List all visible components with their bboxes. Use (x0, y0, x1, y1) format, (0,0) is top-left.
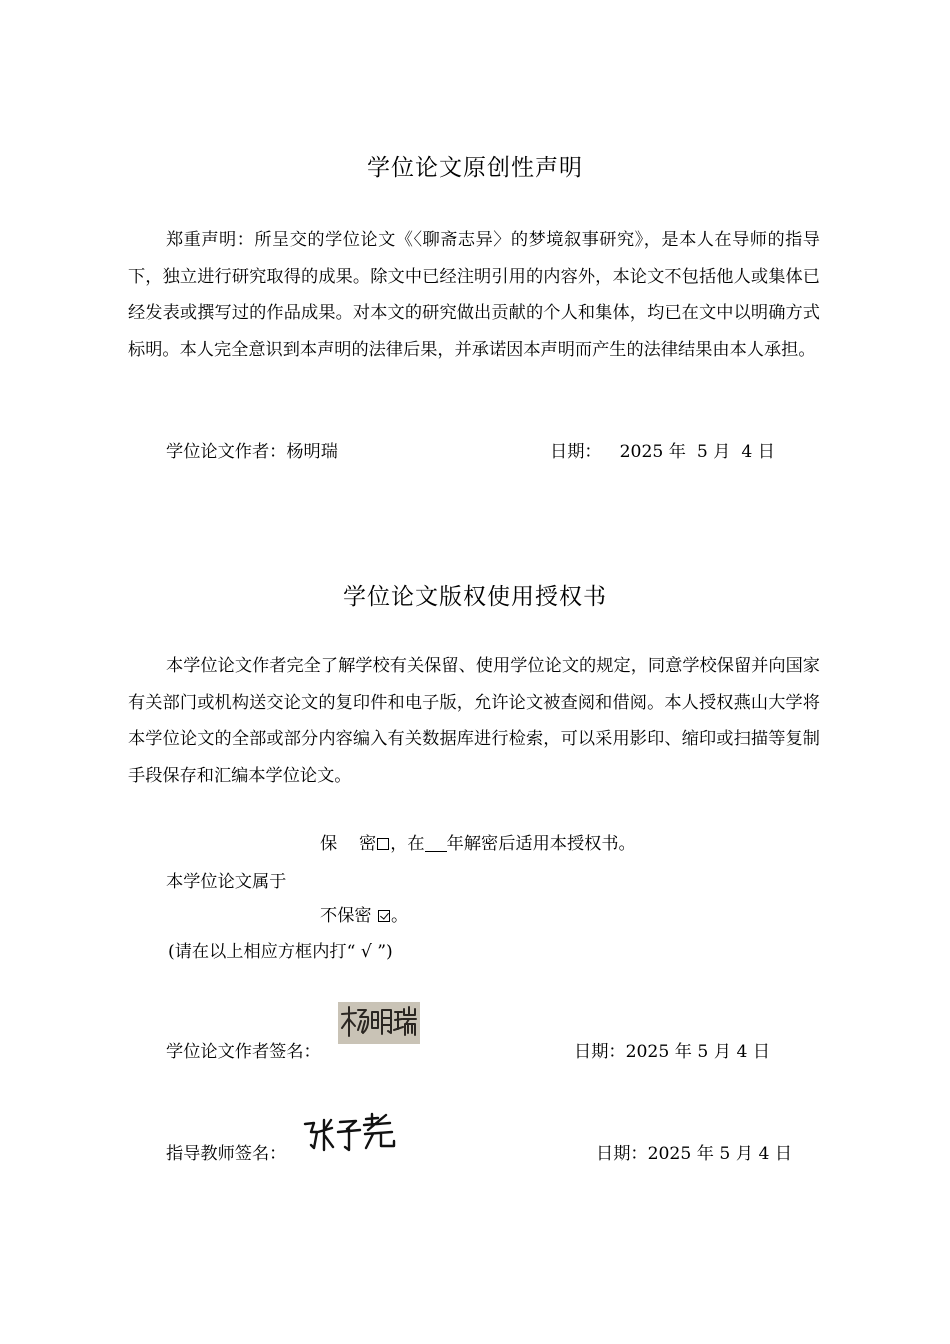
author-name: 杨明瑞 (286, 442, 338, 462)
authorization-body: 本学位论文作者完全了解学校有关保留、使用学位论文的规定，同意学校保留并向国家有关部门或机构送交论文的复印件和电子版，允许论文被查阅和借阅。本人授权燕山大学将本学位论文的全部或部分内容编入有关数据库进行检索，可以采用影印、缩印或扫描等复制手段保存和汇编本学位论文。 (128, 656, 820, 786)
author-label: 学位论文作者： (166, 442, 287, 462)
confidential-line (320, 832, 636, 856)
date-value: 2025 年 5 月 4 日 (619, 442, 775, 462)
author-signature-strokes (338, 1002, 420, 1044)
instruction-text: (请在以上相应方框内打“ √ ”) (168, 942, 393, 962)
confidential-text-b: 年解密后适用本授权书。 (446, 834, 636, 854)
decrypt-years-blank[interactable] (425, 835, 447, 852)
author-signature-image (338, 1002, 420, 1044)
originality-date-line (550, 440, 775, 464)
advisor-sign-date: 日期：2025 年 5 月 4 日 (596, 1144, 793, 1164)
confidential-text-a: ，在 (390, 834, 425, 854)
nonconfidential-checkbox[interactable] (378, 910, 390, 922)
author-sign-label: 学位论文作者签名： (166, 1042, 321, 1062)
confidential-checkbox[interactable] (377, 838, 389, 850)
confidential-label: 保 密 (320, 834, 377, 854)
authorization-title: 学位论文版权使用授权书 (343, 584, 607, 610)
nonconfidential-label: 不保密 (320, 906, 378, 926)
date-label: 日期： (550, 442, 602, 462)
advisor-signature-strokes (300, 1110, 400, 1158)
advisor-sign-label: 指导教师签名： (166, 1144, 287, 1164)
belongs-label: 本学位论文属于 (166, 872, 287, 892)
originality-body: 郑重声明：所呈交的学位论文《〈聊斋志异〉的梦境叙事研究》，是本人在导师的指导下，独立进行研究取得的成果。除文中已经注明引用的内容外，本论文不包括他人或集体已经发表或撰写过的作品成果。对本文的研究做出贡献的个人和集体，均已在文中以明确方式标明。本人完全意识到本声明的法律后果，并承诺因本声明而产生的法律结果由本人承担。 (128, 230, 820, 360)
advisor-signature-image (300, 1110, 400, 1158)
originality-title: 学位论文原创性声明 (367, 155, 583, 181)
author-sign-date: 日期：2025 年 5 月 4 日 (574, 1042, 771, 1062)
nonconfidential-line (320, 904, 408, 928)
originality-author-line (166, 440, 338, 464)
nonconfidential-end: 。 (391, 906, 409, 926)
